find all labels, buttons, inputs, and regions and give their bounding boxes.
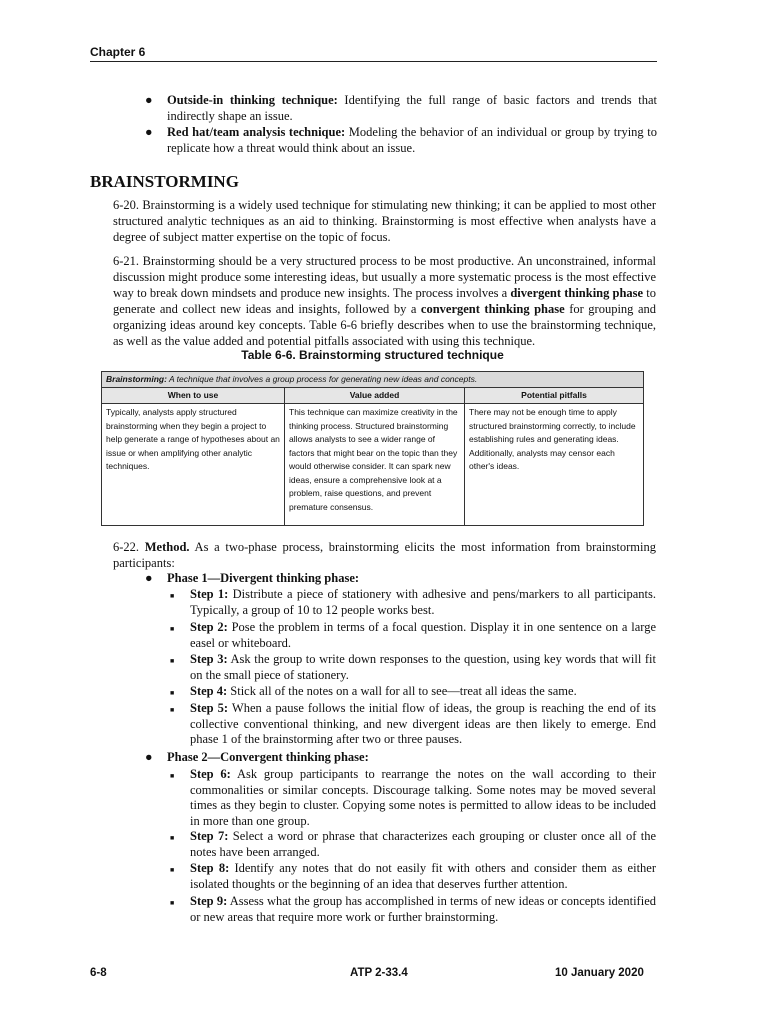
publication-date: 10 January 2020 bbox=[555, 967, 644, 979]
cell-value-added: This technique can maximize creativity in the thinking process. Structured brainstorming allows analysts to see a wider range of factors that might bear on the topic than they would otherwise consider. It can spark new ideas, ensure a comprehensive look at a problem, raise questions, and prevent premature consensus. bbox=[285, 404, 465, 525]
table-title: Table 6-6. Brainstorming structured technique bbox=[241, 348, 504, 362]
paragraph-6-20: 6-20. Brainstorming is a widely used technique for stimulating new thinking; it can be applied to most other structured analytic techniques as an aid to thinking. Brainstorming is most effective when analysts have a degree of subject matter expertise on the topic of focus. bbox=[113, 198, 656, 244]
para-text: As a two-phase process, brainstorming elicits the most information from brainstorming participants: bbox=[113, 540, 656, 570]
bullet-dot: ● bbox=[145, 750, 153, 764]
step-8 bbox=[190, 861, 656, 892]
square-bullet: ■ bbox=[170, 657, 175, 665]
step-text: Ask group participants to rearrange the notes on the wall according to their commonalities or similar concepts. Discourage talking. Some notes may be moved several times as they begin to cluster. Copying some notes is permitted to allow ideas to be included in more than one group. bbox=[190, 767, 656, 828]
bullet-text: Identifying the full range of basic factors and trends that indirectly shape an issue. bbox=[167, 93, 657, 123]
step-term: Step 6: bbox=[190, 767, 231, 781]
para-text: for grouping and organizing ideas around key concepts. Table 6-6 briefly describes when to use the brainstorming technique, as well as the value added and potential pitfalls associated with using this technique. bbox=[113, 302, 656, 348]
step-text: Identify any notes that do not easily fit with others and consider them as either isolated thoughts or the beginning of an idea that deserves further attention. bbox=[190, 861, 656, 891]
step-term: Step 7: bbox=[190, 829, 229, 843]
caption-term: Brainstorming: bbox=[106, 374, 167, 384]
bullet-text: Modeling the behavior of an individual or group by trying to replicate how a threat would think about an issue. bbox=[167, 125, 657, 155]
step-term: Step 8: bbox=[190, 861, 230, 875]
step-9 bbox=[190, 894, 656, 925]
step-term: Step 1: bbox=[190, 587, 229, 601]
paragraph-6-21 bbox=[113, 253, 656, 349]
page-number: 6-8 bbox=[90, 967, 107, 979]
square-bullet: ■ bbox=[170, 866, 175, 874]
paragraph-6-22 bbox=[113, 539, 656, 571]
square-bullet: ■ bbox=[170, 625, 175, 633]
phase-2-label: Phase 2—Convergent thinking phase: bbox=[167, 750, 369, 764]
table-header-row bbox=[102, 388, 643, 404]
square-bullet: ■ bbox=[170, 706, 175, 714]
step-3 bbox=[190, 652, 656, 683]
square-bullet: ■ bbox=[170, 899, 175, 907]
brainstorming-table bbox=[101, 371, 644, 526]
para-bold: divergent thinking phase bbox=[510, 286, 644, 300]
para-number: 6-22. bbox=[113, 540, 145, 554]
header-when-to-use: When to use bbox=[102, 388, 285, 403]
para-text: 6-21. Brainstorming should be a very structured process to be most productive. An unconstrained, informal discussion might produce some interesting ideas, but usually a more systematic process is the most effective way to break down mindsets and produce new insights. The process involves a bbox=[113, 254, 656, 300]
bullet-dot: ● bbox=[145, 93, 153, 107]
step-5 bbox=[190, 701, 656, 748]
para-bold: convergent thinking phase bbox=[420, 302, 565, 316]
step-6 bbox=[190, 767, 656, 829]
header-rule bbox=[90, 61, 657, 62]
table-caption bbox=[102, 372, 643, 388]
header-value-added: Value added bbox=[285, 388, 465, 403]
step-term: Step 9: bbox=[190, 894, 228, 908]
step-term: Step 4: bbox=[190, 684, 228, 698]
step-text: When a pause follows the initial flow of ideas, the group is reaching the end of its collective conventional thinking, and new divergent ideas are then likely to emerge. End phase 1 of the brainstorming after two or three pauses. bbox=[190, 701, 657, 746]
step-text: Stick all of the notes on a wall for all to see—treat all ideas the same. bbox=[227, 684, 577, 698]
step-7 bbox=[190, 829, 656, 860]
square-bullet: ■ bbox=[170, 689, 175, 697]
step-text: Pose the problem in terms of a focal question. Display it in one sentence on a large easel or whiteboard. bbox=[190, 620, 656, 650]
step-term: Step 3: bbox=[190, 652, 228, 666]
section-heading: BRAINSTORMING bbox=[90, 172, 239, 191]
square-bullet: ■ bbox=[170, 834, 175, 842]
para-term: Method. bbox=[144, 540, 190, 554]
table-row bbox=[102, 404, 643, 525]
bullet-term: Red hat/team analysis technique: bbox=[167, 125, 346, 139]
step-4 bbox=[190, 684, 656, 700]
step-term: Step 2: bbox=[190, 620, 228, 634]
cell-potential-pitfalls: There may not be enough time to apply structured brainstorming correctly, to include establishing rules and generating ideas. Additionally, analysts may censor each other's ideas. bbox=[469, 407, 636, 471]
square-bullet: ■ bbox=[170, 772, 175, 780]
step-term: Step 5: bbox=[190, 701, 229, 715]
bullet-term: Outside-in thinking technique: bbox=[167, 93, 338, 107]
step-text: Ask the group to write down responses to the question, using key words that will fit on the small piece of stationery. bbox=[190, 652, 656, 682]
step-text: Assess what the group has accomplished in terms of new ideas or concepts identified or new areas that require more work or further brainstorming. bbox=[190, 894, 656, 924]
document-id: ATP 2-33.4 bbox=[350, 967, 408, 979]
step-2 bbox=[190, 620, 656, 651]
phase-1-label: Phase 1—Divergent thinking phase: bbox=[167, 571, 360, 585]
step-text: Distribute a piece of stationery with adhesive and pens/markers to all participants. Typically, a group of 10 to 12 people works best. bbox=[190, 587, 656, 617]
cell-when-to-use: Typically, analysts apply structured brainstorming when they begin a project to help generate a range of hypotheses about an issue or when amplifying other analytic techniques. bbox=[102, 404, 285, 525]
square-bullet: ■ bbox=[170, 592, 175, 600]
bullet-dot: ● bbox=[145, 571, 153, 585]
header-potential-pitfalls: Potential pitfalls bbox=[521, 390, 587, 400]
para-text: to generate and collect new ideas and insights, followed by a bbox=[113, 286, 656, 316]
chapter-header: Chapter 6 bbox=[90, 45, 146, 59]
step-1 bbox=[190, 587, 656, 618]
caption-text: A technique that involves a group process for generating new ideas and concepts. bbox=[166, 374, 478, 384]
step-text: Select a word or phrase that characterizes each grouping or cluster once all of the notes have been arranged. bbox=[190, 829, 656, 859]
bullet-dot: ● bbox=[145, 125, 153, 139]
